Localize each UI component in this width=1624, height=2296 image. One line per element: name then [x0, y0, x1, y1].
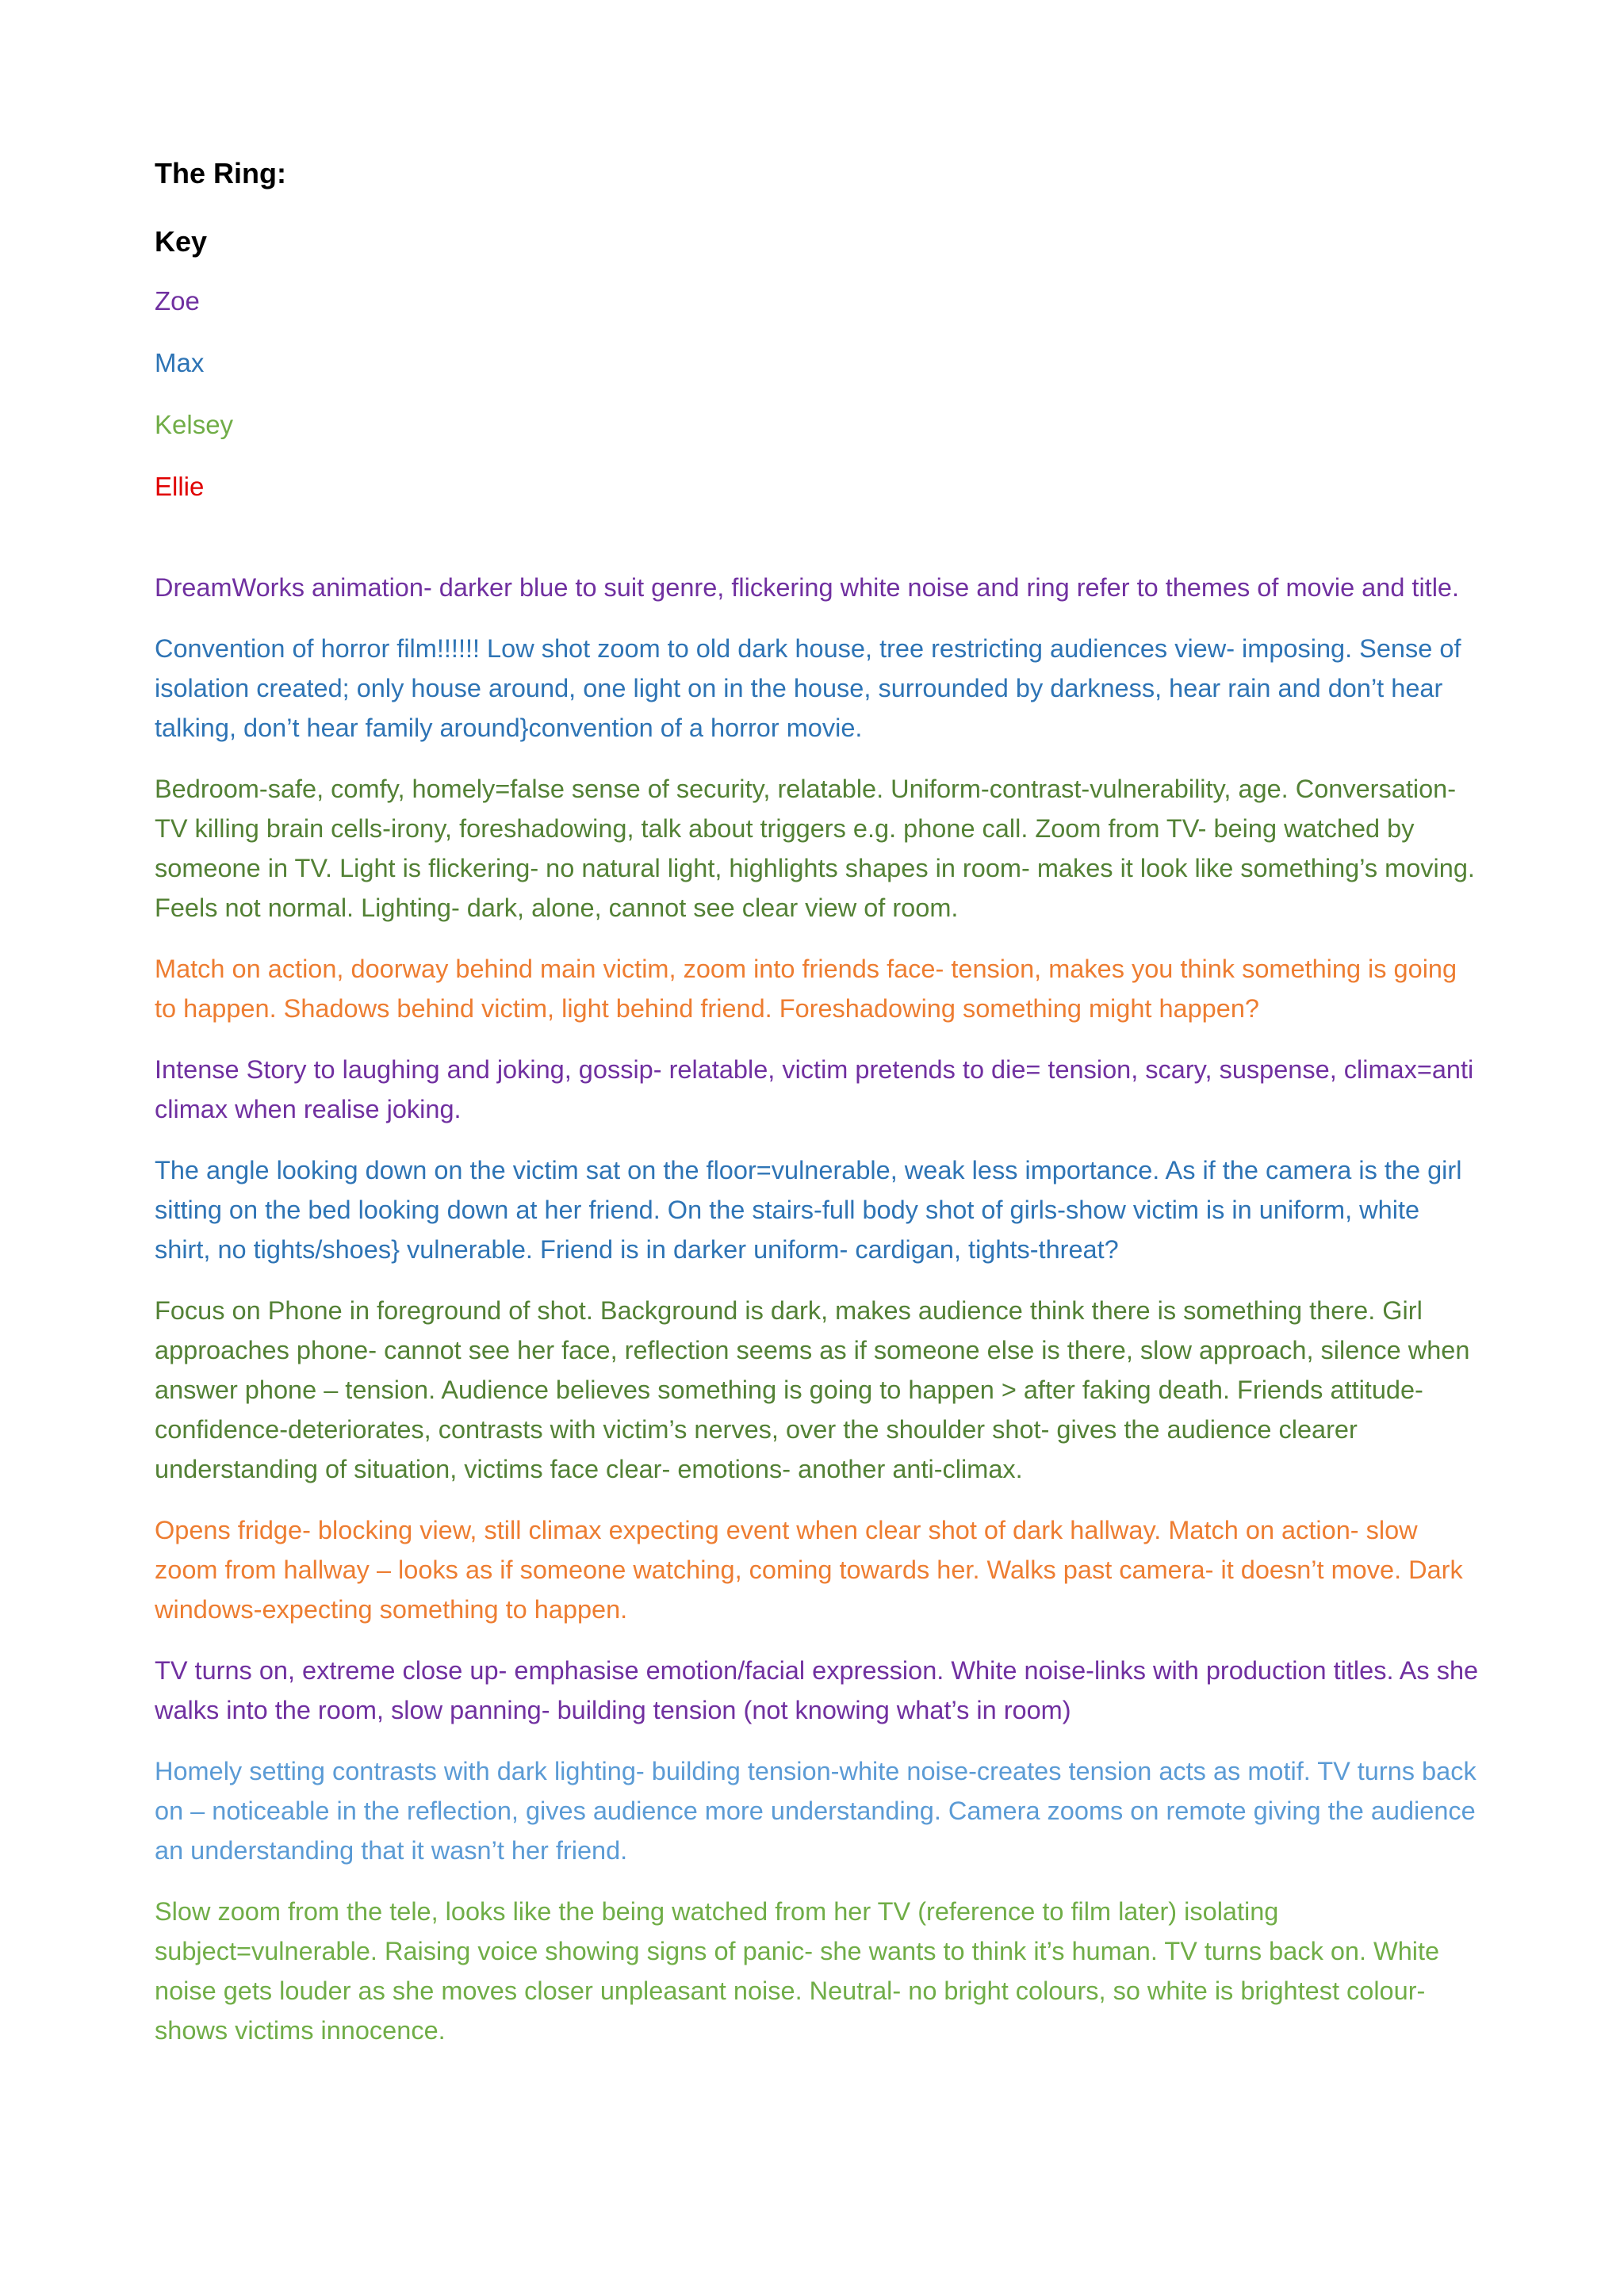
note-paragraph: Convention of horror film!!!!!! Low shot zoom to old dark house, tree restricting audiences view- imposing. Sense of isolation created; only house around, one light on in the house, surrounded by darkness, hear rain and don’t hear talking, don’t hear family around}convention of a horror movie. [155, 634, 1461, 742]
key-item-max: Max [155, 348, 205, 377]
note-paragraph: Focus on Phone in foreground of shot. Background is dark, makes audience think there is something there. Girl approaches phone- cannot see her face, reflection seems as if someone else is there, slow approach, silence when answer phone – tension. Audience believes something is going to happen > after faking death. Friends attitude-confidence-deteriorates, contrasts with victim’s nerves, over the shoulder shot- gives the audience clearer understanding of situation, victims face clear- emotions- another anti-climax. [155, 1296, 1470, 1483]
document-page [155, 155, 1479, 2072]
note-paragraph: Opens fridge- blocking view, still climax expecting event when clear shot of dark hallway. Match on action- slow zoom from hallway – looks as if someone watching, coming towards her. Walks past camera- it doesn’t move. Dark windows-expecting something to happen. [155, 1516, 1463, 1624]
key-item-zoe: Zoe [155, 286, 200, 316]
notes-section [155, 568, 1479, 2050]
key-heading: Key [155, 225, 208, 258]
note-paragraph: Slow zoom from the tele, looks like the being watched from her TV (reference to film later) isolating subject=vulnerable. Raising voice showing signs of panic- she wants to think it’s human. TV turns back on. White noise gets louder as she moves closer unpleasant noise. Neutral- no bright colours, so white is brightest colour- shows victims innocence. [155, 1897, 1440, 2045]
note-paragraph: Homely setting contrasts with dark lighting- building tension-white noise-creates tension acts as motif. TV turns back on – noticeable in the reflection, gives audience more understanding. Camera zooms on remote giving the audience an understanding that it wasn’t her friend. [155, 1757, 1477, 1865]
note-paragraph: DreamWorks animation- darker blue to suit genre, flickering white noise and ring refer to themes of movie and title. [155, 573, 1460, 602]
note-paragraph: TV turns on, extreme close up- emphasise emotion/facial expression. White noise-links with production titles. As she walks into the room, slow panning- building tension (not knowing what’s in room) [155, 1656, 1479, 1724]
note-paragraph: Intense Story to laughing and joking, gossip- relatable, victim pretends to die= tension, scary, suspense, climax=anti climax when realise joking. [155, 1055, 1474, 1123]
document-title: The Ring: [155, 157, 286, 189]
key-item-ellie: Ellie [155, 472, 205, 501]
key-list [155, 284, 1479, 504]
key-item-kelsey: Kelsey [155, 410, 234, 439]
note-paragraph: The angle looking down on the victim sat on the floor=vulnerable, weak less importance. As if the camera is the girl sitting on the bed looking down at her friend. On the stairs-full body shot of girls-show victim is in uniform, white shirt, no tights/shoes} vulnerable. Friend is in darker uniform- cardigan, tights-threat? [155, 1156, 1462, 1264]
note-paragraph: Bedroom-safe, comfy, homely=false sense of security, relatable. Uniform-contrast-vulnerability, age. Conversation-TV killing brain cells-irony, foreshadowing, talk about triggers e.g. phone call. Zoom from TV- being watched by someone in TV. Light is flickering- no natural light, highlights shapes in room- makes it look like something’s moving. Feels not normal. Lighting- dark, alone, cannot see clear view of room. [155, 775, 1475, 922]
note-paragraph: Match on action, doorway behind main victim, zoom into friends face- tension, makes you think something is going to happen. Shadows behind victim, light behind friend. Foreshadowing something might happen? [155, 955, 1457, 1023]
